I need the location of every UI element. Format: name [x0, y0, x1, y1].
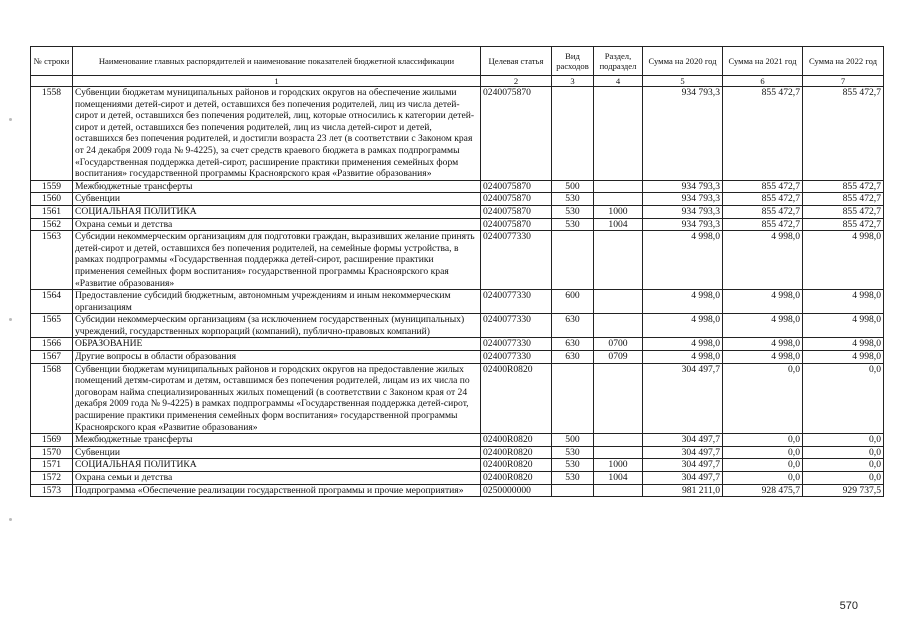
col-number-3: 3 [552, 76, 594, 87]
table-row [31, 351, 884, 364]
sum-2022: 0,0 [803, 446, 884, 459]
expense-type: 530 [552, 205, 594, 218]
sum-2021: 0,0 [723, 363, 803, 434]
sum-2020: 304 497,7 [643, 434, 723, 447]
section-code [594, 363, 643, 434]
table-row [31, 446, 884, 459]
target-article: 0240075870 [481, 205, 552, 218]
expense-type [552, 484, 594, 497]
section-code [594, 290, 643, 314]
section-code: 1000 [594, 205, 643, 218]
section-code [594, 314, 643, 338]
target-article: 02400R0820 [481, 472, 552, 485]
sum-2022: 4 998,0 [803, 338, 884, 351]
sum-2021: 4 998,0 [723, 231, 803, 290]
sum-2021: 4 998,0 [723, 338, 803, 351]
table-row [31, 459, 884, 472]
target-article: 0240077330 [481, 314, 552, 338]
sum-2020: 934 793,3 [643, 180, 723, 193]
expense-type: 530 [552, 193, 594, 206]
row-number: 1561 [31, 205, 73, 218]
row-number: 1572 [31, 472, 73, 485]
expense-type: 530 [552, 472, 594, 485]
col-number-5: 5 [643, 76, 723, 87]
section-code [594, 180, 643, 193]
target-article: 02400R0820 [481, 446, 552, 459]
expense-type: 530 [552, 446, 594, 459]
row-name: Предоставление субсидий бюджетным, автономным учреждениям и иным некоммерческим организациям [73, 290, 481, 314]
sum-2021: 0,0 [723, 434, 803, 447]
col-number-1: 1 [73, 76, 481, 87]
header-sum-2021: Сумма на 2021 год [723, 47, 803, 76]
row-number: 1563 [31, 231, 73, 290]
target-article: 02400R0820 [481, 459, 552, 472]
row-name: ОБРАЗОВАНИЕ [73, 338, 481, 351]
section-code [594, 87, 643, 181]
sum-2021: 0,0 [723, 472, 803, 485]
expense-type: 500 [552, 434, 594, 447]
target-article: 0240075870 [481, 87, 552, 181]
column-number-row [31, 76, 884, 87]
table-row [31, 314, 884, 338]
section-code [594, 446, 643, 459]
target-article: 02400R0820 [481, 434, 552, 447]
target-article: 02400R0820 [481, 363, 552, 434]
header-target-article: Целевая статья [481, 47, 552, 76]
expense-type: 500 [552, 180, 594, 193]
sum-2021: 0,0 [723, 459, 803, 472]
row-number: 1566 [31, 338, 73, 351]
row-name: Подпрограмма «Обеспечение реализации государственной программы и прочие мероприятия» [73, 484, 481, 497]
sum-2020: 304 497,7 [643, 363, 723, 434]
sum-2020: 934 793,3 [643, 193, 723, 206]
expense-type [552, 363, 594, 434]
row-number: 1559 [31, 180, 73, 193]
row-name: Охрана семьи и детства [73, 472, 481, 485]
header-row-number: № строки [31, 47, 73, 76]
row-name: Субвенции [73, 193, 481, 206]
sum-2020: 4 998,0 [643, 290, 723, 314]
target-article: 0240077330 [481, 351, 552, 364]
row-name: СОЦИАЛЬНАЯ ПОЛИТИКА [73, 459, 481, 472]
row-name: СОЦИАЛЬНАЯ ПОЛИТИКА [73, 205, 481, 218]
sum-2020: 981 211,0 [643, 484, 723, 497]
row-name: Субвенции бюджетам муниципальных районов и городских округов на предоставление жилых помещений детям-сиротам и детям, оставшимся без попечения родителей, лицам из их числа по договорам найма специализированных жилых помещений (в соответствии с Законом края от 24 декабря 2009 года № 9-4225) в рамках подпрограммы «Государственная поддержка детей-сирот, расширение практики применения семейных форм воспитания» государственной программы Красноярского края «Развитие образования» [73, 363, 481, 434]
table-row [31, 87, 884, 181]
col-number-7: 7 [803, 76, 884, 87]
sum-2022: 929 737,5 [803, 484, 884, 497]
sum-2022: 855 472,7 [803, 218, 884, 231]
target-article: 0240075870 [481, 180, 552, 193]
sum-2021: 855 472,7 [723, 218, 803, 231]
sum-2022: 0,0 [803, 434, 884, 447]
expense-type: 630 [552, 314, 594, 338]
col-number-0 [31, 76, 73, 87]
sum-2022: 0,0 [803, 363, 884, 434]
target-article: 0240077330 [481, 231, 552, 290]
header-section: Раздел, подраздел [594, 47, 643, 76]
expense-type: 530 [552, 218, 594, 231]
binder-hole-mark [9, 518, 12, 521]
target-article: 0240075870 [481, 193, 552, 206]
sum-2021: 855 472,7 [723, 180, 803, 193]
row-number: 1562 [31, 218, 73, 231]
table-row [31, 290, 884, 314]
col-number-2: 2 [481, 76, 552, 87]
row-name: Межбюджетные трансферты [73, 434, 481, 447]
sum-2022: 0,0 [803, 459, 884, 472]
row-number: 1567 [31, 351, 73, 364]
col-number-4: 4 [594, 76, 643, 87]
sum-2021: 928 475,7 [723, 484, 803, 497]
row-name: Субсидии некоммерческим организациям для подготовки граждан, выразивших желание принять детей-сирот и детей, оставшихся без попечения родителей, на семейные формы устройства, в рамках подпрограммы «Государственная поддержка детей-сирот, расширение практики применения семейных форм воспитания» государственной программы Красноярского края «Развитие образования» [73, 231, 481, 290]
header-expense-type: Вид расходов [552, 47, 594, 76]
row-name: Субвенции бюджетам муниципальных районов и городских округов на обеспечение жилыми помещениями детей-сирот и детей, оставшихся без попечения родителей, лиц из числа детей-сирот и детей, оставшихся без попечения родителей, лиц, которые относились к категории детей-сирот и детей, оставшихся без попечения родителей, лиц из числа детей-сирот и детей, оставшихся без попечения родителей, и достигли возраста 23 лет (в соответствии с Законом края от 24 декабря 2009 года № 9-4225), за счет средств краевого бюджета в рамках подпрограммы «Государственная поддержка детей-сирот, расширение практики применения семейных форм воспитания» государственной программы Красноярского края «Развитие образования» [73, 87, 481, 181]
row-number: 1560 [31, 193, 73, 206]
header-sum-2020: Сумма на 2020 год [643, 47, 723, 76]
row-number: 1564 [31, 290, 73, 314]
row-name: Охрана семьи и детства [73, 218, 481, 231]
sum-2020: 4 998,0 [643, 351, 723, 364]
sum-2020: 934 793,3 [643, 87, 723, 181]
sum-2022: 4 998,0 [803, 231, 884, 290]
target-article: 0240075870 [481, 218, 552, 231]
row-name: Межбюджетные трансферты [73, 180, 481, 193]
sum-2020: 304 497,7 [643, 459, 723, 472]
row-number: 1565 [31, 314, 73, 338]
table-body [31, 87, 884, 497]
expense-type: 630 [552, 338, 594, 351]
section-code [594, 434, 643, 447]
row-number: 1571 [31, 459, 73, 472]
section-code [594, 484, 643, 497]
section-code: 1004 [594, 218, 643, 231]
expense-type [552, 231, 594, 290]
sum-2021: 855 472,7 [723, 87, 803, 181]
sum-2020: 934 793,3 [643, 205, 723, 218]
row-number: 1573 [31, 484, 73, 497]
row-number: 1558 [31, 87, 73, 181]
row-number: 1568 [31, 363, 73, 434]
table-row [31, 205, 884, 218]
sum-2020: 304 497,7 [643, 446, 723, 459]
sum-2021: 4 998,0 [723, 314, 803, 338]
row-number: 1569 [31, 434, 73, 447]
sum-2020: 304 497,7 [643, 472, 723, 485]
sum-2021: 855 472,7 [723, 205, 803, 218]
table-row [31, 180, 884, 193]
sum-2021: 0,0 [723, 446, 803, 459]
table-row [31, 231, 884, 290]
target-article: 0240077330 [481, 338, 552, 351]
row-number: 1570 [31, 446, 73, 459]
sum-2022: 855 472,7 [803, 205, 884, 218]
expense-type: 630 [552, 351, 594, 364]
sum-2022: 4 998,0 [803, 351, 884, 364]
col-number-6: 6 [723, 76, 803, 87]
budget-document-page [30, 46, 883, 497]
page-number: 570 [839, 600, 858, 612]
sum-2020: 4 998,0 [643, 231, 723, 290]
sum-2021: 855 472,7 [723, 193, 803, 206]
sum-2022: 855 472,7 [803, 87, 884, 181]
row-name: Субвенции [73, 446, 481, 459]
sum-2020: 4 998,0 [643, 314, 723, 338]
expense-type: 530 [552, 459, 594, 472]
target-article: 0250000000 [481, 484, 552, 497]
target-article: 0240077330 [481, 290, 552, 314]
budget-table [30, 46, 884, 497]
sum-2022: 855 472,7 [803, 180, 884, 193]
section-code [594, 231, 643, 290]
sum-2022: 4 998,0 [803, 290, 884, 314]
row-name: Субсидии некоммерческим организациям (за исключением государственных (муниципальных) учреждений, государственных корпораций (компаний), публично-правовых компаний) [73, 314, 481, 338]
table-row [31, 472, 884, 485]
table-row [31, 218, 884, 231]
sum-2021: 4 998,0 [723, 290, 803, 314]
sum-2021: 4 998,0 [723, 351, 803, 364]
table-header-row [31, 47, 884, 76]
binder-hole-mark [9, 318, 12, 321]
expense-type: 600 [552, 290, 594, 314]
header-sum-2022: Сумма на 2022 год [803, 47, 884, 76]
table-row [31, 434, 884, 447]
section-code [594, 193, 643, 206]
expense-type [552, 87, 594, 181]
section-code: 0700 [594, 338, 643, 351]
section-code: 1004 [594, 472, 643, 485]
header-name: Наименование главных распорядителей и наименование показателей бюджетной классификации [73, 47, 481, 76]
table-row [31, 484, 884, 497]
table-row [31, 193, 884, 206]
sum-2022: 4 998,0 [803, 314, 884, 338]
table-row [31, 338, 884, 351]
section-code: 1000 [594, 459, 643, 472]
table-row [31, 363, 884, 434]
sum-2022: 855 472,7 [803, 193, 884, 206]
sum-2020: 4 998,0 [643, 338, 723, 351]
sum-2020: 934 793,3 [643, 218, 723, 231]
sum-2022: 0,0 [803, 472, 884, 485]
section-code: 0709 [594, 351, 643, 364]
row-name: Другие вопросы в области образования [73, 351, 481, 364]
binder-hole-mark [9, 118, 12, 121]
